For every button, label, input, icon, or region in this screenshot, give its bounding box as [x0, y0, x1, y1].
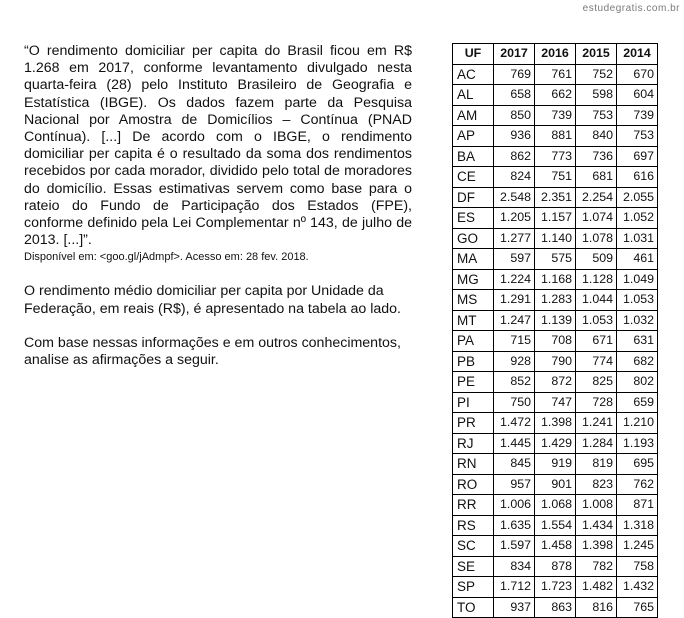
value-cell: 816 [576, 597, 617, 618]
value-cell: 753 [617, 126, 658, 147]
table-row [453, 495, 658, 516]
uf-cell: BA [453, 146, 494, 167]
value-cell: 1.434 [576, 515, 617, 536]
value-cell: 1.128 [576, 269, 617, 290]
table-row [453, 454, 658, 475]
table-row [453, 577, 658, 598]
uf-cell: ES [453, 208, 494, 229]
value-cell: 736 [576, 146, 617, 167]
uf-cell: PI [453, 392, 494, 413]
uf-cell: RO [453, 474, 494, 495]
table-row [453, 228, 658, 249]
value-cell: 1.006 [494, 495, 535, 516]
table-row [453, 146, 658, 167]
value-cell: 1.482 [576, 577, 617, 598]
value-cell: 1.008 [576, 495, 617, 516]
value-cell: 2.351 [535, 187, 576, 208]
value-cell: 1.432 [617, 577, 658, 598]
value-cell: 1.245 [617, 536, 658, 557]
header-uf: UF [453, 44, 494, 65]
value-cell: 936 [494, 126, 535, 147]
table-row [453, 269, 658, 290]
table-row [453, 85, 658, 106]
uf-cell: TO [453, 597, 494, 618]
uf-cell: PA [453, 331, 494, 352]
value-cell: 658 [494, 85, 535, 106]
value-cell: 697 [617, 146, 658, 167]
value-cell: 957 [494, 474, 535, 495]
value-cell: 840 [576, 126, 617, 147]
value-cell: 819 [576, 454, 617, 475]
value-cell: 1.205 [494, 208, 535, 229]
header-year: 2015 [576, 44, 617, 65]
value-cell: 1.247 [494, 310, 535, 331]
income-table [452, 43, 658, 618]
value-cell: 1.053 [617, 290, 658, 311]
uf-cell: PE [453, 372, 494, 393]
table-row [453, 556, 658, 577]
value-cell: 670 [617, 64, 658, 85]
table-row [453, 126, 658, 147]
uf-cell: RJ [453, 433, 494, 454]
value-cell: 1.044 [576, 290, 617, 311]
table-row [453, 64, 658, 85]
value-cell: 616 [617, 167, 658, 188]
uf-cell: AC [453, 64, 494, 85]
value-cell: 901 [535, 474, 576, 495]
uf-cell: RR [453, 495, 494, 516]
table-description: O rendimento médio domiciliar per capita por Unidade da Federação, em reais (R$), é apresentado na tabela ao lado. [24, 283, 401, 317]
value-cell: 1.445 [494, 433, 535, 454]
question-text [24, 43, 412, 369]
value-cell: 1.068 [535, 495, 576, 516]
value-cell: 695 [617, 454, 658, 475]
value-cell: 881 [535, 126, 576, 147]
value-cell: 1.597 [494, 536, 535, 557]
value-cell: 762 [617, 474, 658, 495]
source-citation: Disponível em: <goo.gl/jAdmpf>. Acesso em: 28 fev. 2018. [24, 251, 309, 264]
value-cell: 919 [535, 454, 576, 475]
uf-cell: RS [453, 515, 494, 536]
uf-cell: MG [453, 269, 494, 290]
value-cell: 1.210 [617, 413, 658, 434]
value-cell: 872 [535, 372, 576, 393]
value-cell: 739 [535, 105, 576, 126]
value-cell: 928 [494, 351, 535, 372]
value-cell: 575 [535, 249, 576, 270]
value-cell: 1.139 [535, 310, 576, 331]
value-cell: 878 [535, 556, 576, 577]
value-cell: 708 [535, 331, 576, 352]
value-cell: 774 [576, 351, 617, 372]
value-cell: 461 [617, 249, 658, 270]
value-cell: 1.398 [535, 413, 576, 434]
value-cell: 834 [494, 556, 535, 577]
uf-cell: PB [453, 351, 494, 372]
value-cell: 823 [576, 474, 617, 495]
value-cell: 773 [535, 146, 576, 167]
value-cell: 825 [576, 372, 617, 393]
value-cell: 1.049 [617, 269, 658, 290]
value-cell: 1.554 [535, 515, 576, 536]
value-cell: 824 [494, 167, 535, 188]
value-cell: 739 [617, 105, 658, 126]
value-cell: 604 [617, 85, 658, 106]
uf-cell: RN [453, 454, 494, 475]
value-cell: 937 [494, 597, 535, 618]
value-cell: 845 [494, 454, 535, 475]
uf-cell: AP [453, 126, 494, 147]
table-row [453, 433, 658, 454]
value-cell: 715 [494, 331, 535, 352]
uf-cell: SE [453, 556, 494, 577]
table-body [453, 64, 658, 618]
value-cell: 747 [535, 392, 576, 413]
uf-cell: CE [453, 167, 494, 188]
table-header-row [453, 44, 658, 65]
value-cell: 509 [576, 249, 617, 270]
value-cell: 681 [576, 167, 617, 188]
value-cell: 2.254 [576, 187, 617, 208]
value-cell: 1.277 [494, 228, 535, 249]
value-cell: 1.712 [494, 577, 535, 598]
uf-cell: SC [453, 536, 494, 557]
value-cell: 2.055 [617, 187, 658, 208]
value-cell: 1.140 [535, 228, 576, 249]
value-cell: 597 [494, 249, 535, 270]
value-cell: 662 [535, 85, 576, 106]
table-row [453, 413, 658, 434]
value-cell: 751 [535, 167, 576, 188]
uf-cell: AL [453, 85, 494, 106]
uf-cell: SP [453, 577, 494, 598]
table-row [453, 105, 658, 126]
value-cell: 850 [494, 105, 535, 126]
value-cell: 765 [617, 597, 658, 618]
value-cell: 1.052 [617, 208, 658, 229]
value-cell: 1.032 [617, 310, 658, 331]
value-cell: 1.472 [494, 413, 535, 434]
uf-cell: AM [453, 105, 494, 126]
header-year: 2017 [494, 44, 535, 65]
value-cell: 761 [535, 64, 576, 85]
value-cell: 782 [576, 556, 617, 577]
table-row [453, 167, 658, 188]
site-watermark: estudegratis.com.br [582, 3, 680, 14]
value-cell: 1.429 [535, 433, 576, 454]
table-row [453, 187, 658, 208]
value-cell: 750 [494, 392, 535, 413]
table-row [453, 536, 658, 557]
value-cell: 1.053 [576, 310, 617, 331]
value-cell: 1.078 [576, 228, 617, 249]
table-row [453, 372, 658, 393]
value-cell: 659 [617, 392, 658, 413]
value-cell: 1.168 [535, 269, 576, 290]
table-row [453, 515, 658, 536]
table-row [453, 597, 658, 618]
value-cell: 1.723 [535, 577, 576, 598]
value-cell: 1.074 [576, 208, 617, 229]
uf-cell: DF [453, 187, 494, 208]
value-cell: 1.031 [617, 228, 658, 249]
table-row [453, 331, 658, 352]
value-cell: 2.548 [494, 187, 535, 208]
header-year: 2014 [617, 44, 658, 65]
value-cell: 862 [494, 146, 535, 167]
value-cell: 769 [494, 64, 535, 85]
table-row [453, 249, 658, 270]
table-row [453, 392, 658, 413]
uf-cell: MT [453, 310, 494, 331]
table-row [453, 208, 658, 229]
value-cell: 1.291 [494, 290, 535, 311]
header-year: 2016 [535, 44, 576, 65]
value-cell: 790 [535, 351, 576, 372]
value-cell: 871 [617, 495, 658, 516]
value-cell: 753 [576, 105, 617, 126]
uf-cell: PR [453, 413, 494, 434]
value-cell: 1.283 [535, 290, 576, 311]
value-cell: 852 [494, 372, 535, 393]
value-cell: 631 [617, 331, 658, 352]
value-cell: 1.284 [576, 433, 617, 454]
table-row [453, 474, 658, 495]
value-cell: 728 [576, 392, 617, 413]
value-cell: 863 [535, 597, 576, 618]
uf-cell: MS [453, 290, 494, 311]
value-cell: 1.241 [576, 413, 617, 434]
quote-paragraph: “O rendimento domiciliar per capita do Brasil ficou em R$ 1.268 em 2017, conforme levantamento divulgado nesta quarta-feira (28) pelo Instituto Brasileiro de Geografia e Estatística (IBGE). Os dados fazem parte da Pesquisa Nacional por Amostra de Domicílios – Contínua (PNAD Contínua). [...] De acordo com o IBGE, o rendimento domiciliar per capita é o resultado da soma dos rendimentos recebidos por cada morador, dividido pelo total de moradores do domicílio. Essas estimativas servem como base para o rateio do Fundo de Participação dos Estados (FPE), conforme definido pela Lei Complementar nº 143, de julho de 2013. [...]”. [24, 43, 412, 249]
value-cell: 802 [617, 372, 658, 393]
value-cell: 671 [576, 331, 617, 352]
table-row [453, 290, 658, 311]
value-cell: 752 [576, 64, 617, 85]
value-cell: 1.193 [617, 433, 658, 454]
value-cell: 1.318 [617, 515, 658, 536]
value-cell: 1.157 [535, 208, 576, 229]
table-row [453, 351, 658, 372]
value-cell: 1.224 [494, 269, 535, 290]
value-cell: 1.398 [576, 536, 617, 557]
uf-cell: MA [453, 249, 494, 270]
value-cell: 1.458 [535, 536, 576, 557]
value-cell: 598 [576, 85, 617, 106]
value-cell: 682 [617, 351, 658, 372]
instruction-paragraph: Com base nessas informações e em outros conhecimentos, analise as afirmações a seguir. [24, 334, 401, 369]
value-cell: 758 [617, 556, 658, 577]
table-row [453, 310, 658, 331]
uf-cell: GO [453, 228, 494, 249]
value-cell: 1.635 [494, 515, 535, 536]
